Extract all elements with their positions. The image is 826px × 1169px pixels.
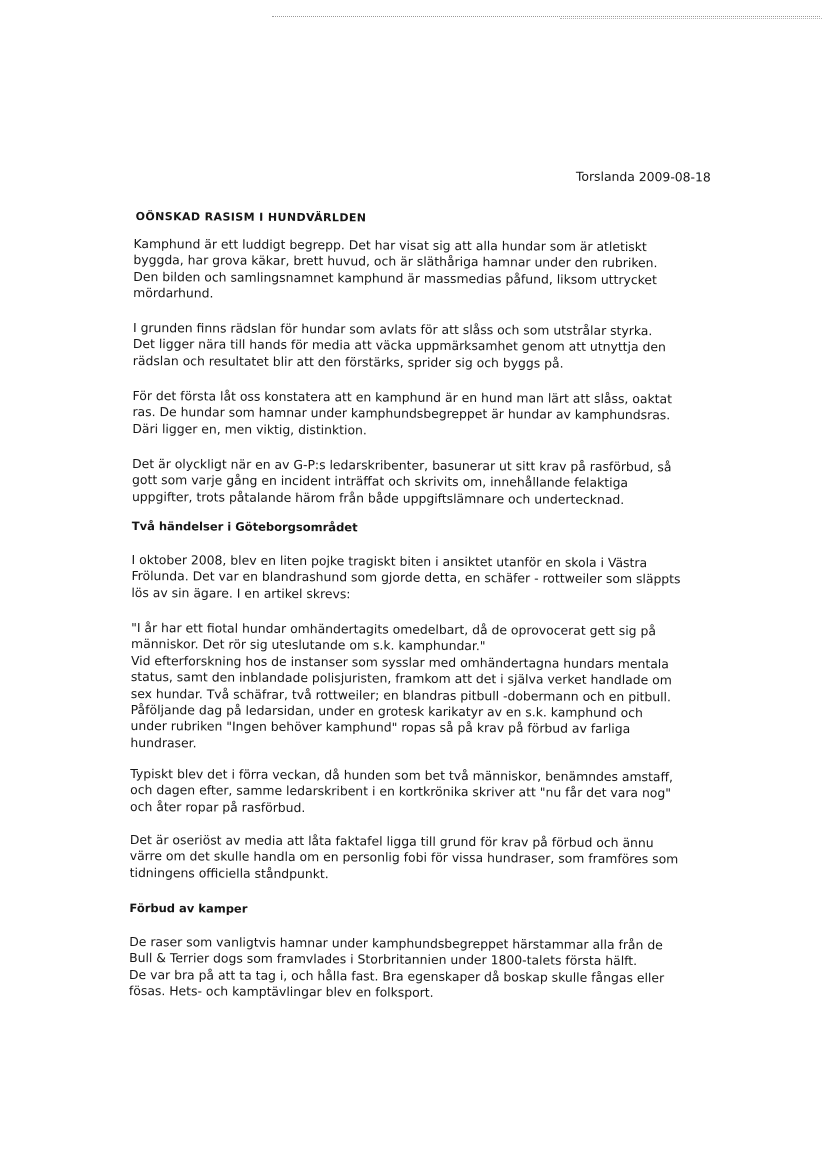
letter-page [128, 0, 711, 1001]
paragraph-line: människor. Det rör sig uteslutande om s.k. kamphundar." [131, 636, 486, 654]
paragraph-line: Typiskt blev det i förra veckan, då hunden som bet två människor, benämndes amstaff, [130, 765, 674, 785]
paragraph-line: Den bilden och samlingsnamnet kamphund är massmedias påfund, liksom uttrycket [133, 268, 657, 288]
paragraph-line: status, samt den inblandade polisjuristen, framkom att det i själva verket handlade om [130, 669, 672, 688]
paragraph-definition [132, 388, 692, 441]
paragraph-fear [133, 320, 693, 373]
paragraph-gp-critique [132, 456, 692, 509]
paragraph-line: under rubriken "Ingen behöver kamphund" ropas så på krav på förbud av farliga [130, 718, 631, 737]
paragraph-line: Däri ligger en, men viktig, distinktion. [132, 420, 367, 438]
paragraph-line: och dagen efter, samme ledarskribent i en kortkrönika skriver att "nu får det vara nog" [130, 782, 672, 801]
paragraph-line: ras. De hundar som hamnar under kamphundsbegreppet är hundar av kamphundsras. [132, 404, 671, 423]
paragraph-line: Vid efterforskning hos de instanser som sysslar med omhändertagna hundars mentala [130, 652, 669, 672]
paragraph-line: fösas. Hets- och kamptävlingar blev en folksport. [128, 983, 434, 1001]
paragraph-line: hundraser. [130, 734, 197, 751]
paragraph-intro [133, 236, 693, 305]
paragraph-line: Bull & Terrier dogs som framvlades i Storbritannien under 1800-talets första hälft. [129, 950, 638, 969]
paragraph-line: Frölunda. Det var en blandrashund som gjorde detta, en schäfer - rottweiler som släppts [131, 568, 681, 587]
paragraph-line: Det ligger nära till hands för media att väcka uppmärksamhet genom att utnyttja den [132, 336, 666, 355]
paragraph-line: Det är olyckligt när en av G-P:s ledarskribenter, basunerar ut sitt krav på rasförbud, så [132, 455, 672, 475]
section-heading-ban: Förbud av kamper [129, 900, 248, 916]
paragraph-line: mördarhund. [133, 285, 214, 301]
paragraph-line: tidningens officiella ståndpunkt. [129, 864, 329, 882]
paragraph-line: sex hundar. Två schäfrar, två rottweiler; en blandras pitbull -dobermann och en pitbull. [130, 685, 671, 704]
paragraph-line: rädslan och resultatet blir att den förstärks, sprider sig och byggs på. [132, 352, 564, 371]
paragraph-quote-and-findings [130, 620, 691, 755]
paragraph-line: De var bra på att ta tag i, och hålla fast. Bra egenskaper då boskap skulle fångas eller [129, 966, 665, 986]
document-title: OÖNSKAD RASISM I HUNDVÄRLDEN [135, 210, 367, 225]
paragraph-media-criticism [130, 832, 690, 885]
document-date: Torslanda 2009-08-18 [575, 168, 711, 185]
paragraph-breed-history [129, 934, 689, 1003]
paragraph-line: värre om det skulle handla om en personlig fobi för vissa hundraser, som framföres som [129, 848, 679, 867]
paragraph-line: lös av sin ägare. I en artikel skrevs: [131, 584, 351, 602]
paragraph-line: Påföljande dag på ledarsidan, under en grotesk karikatyr av en s.k. kamphund och [130, 702, 643, 721]
paragraph-line: byggda, har grova käkar, brett huvud, och är släthåriga hamnar under den rubriken. [133, 252, 658, 271]
paragraph-last-week [130, 766, 690, 819]
paragraph-line: och åter ropar på rasförbud. [130, 798, 306, 815]
section-heading-events: Två händelser i Göteborgsområdet [131, 518, 358, 535]
scan-edge-line-secondary [560, 18, 822, 19]
paragraph-october-incident [131, 552, 691, 605]
paragraph-line: Kamphund är ett luddigt begrepp. Det har visat sig att alla hundar som är atletiskt [133, 235, 647, 255]
scan-edge-line [272, 16, 820, 17]
paragraph-line: I grunden finns rädslan för hundar som avlats för att slåss och som utstrålar styrka. [132, 319, 653, 339]
paragraph-line: Det är oseriöst av media att låta faktafel ligga till grund för krav på förbud och ännu [129, 831, 654, 851]
paragraph-line: I oktober 2008, blev en liten pojke tragiskt biten i ansiktet utanför en skola i Västra [131, 551, 648, 571]
paragraph-line: För det första låt oss konstatera att en kamphund är en hund man lärt att slåss, oaktat [132, 387, 673, 407]
paragraph-line: gott som varje gång en incident inträffat och skrivits om, innehållande felaktiga [132, 472, 629, 491]
paragraph-line: uppgifter, trots påtalande härom från både uppgiftslämnare och undertecknad. [131, 488, 625, 507]
paragraph-line: De raser som vanligtvis hamnar under kamphundsbegreppet härstammar alla från de [129, 933, 663, 953]
paragraph-line: "I år har ett fiotal hundar omhändertagits omedelbart, då de oprovocerat gett sig på [131, 619, 656, 639]
